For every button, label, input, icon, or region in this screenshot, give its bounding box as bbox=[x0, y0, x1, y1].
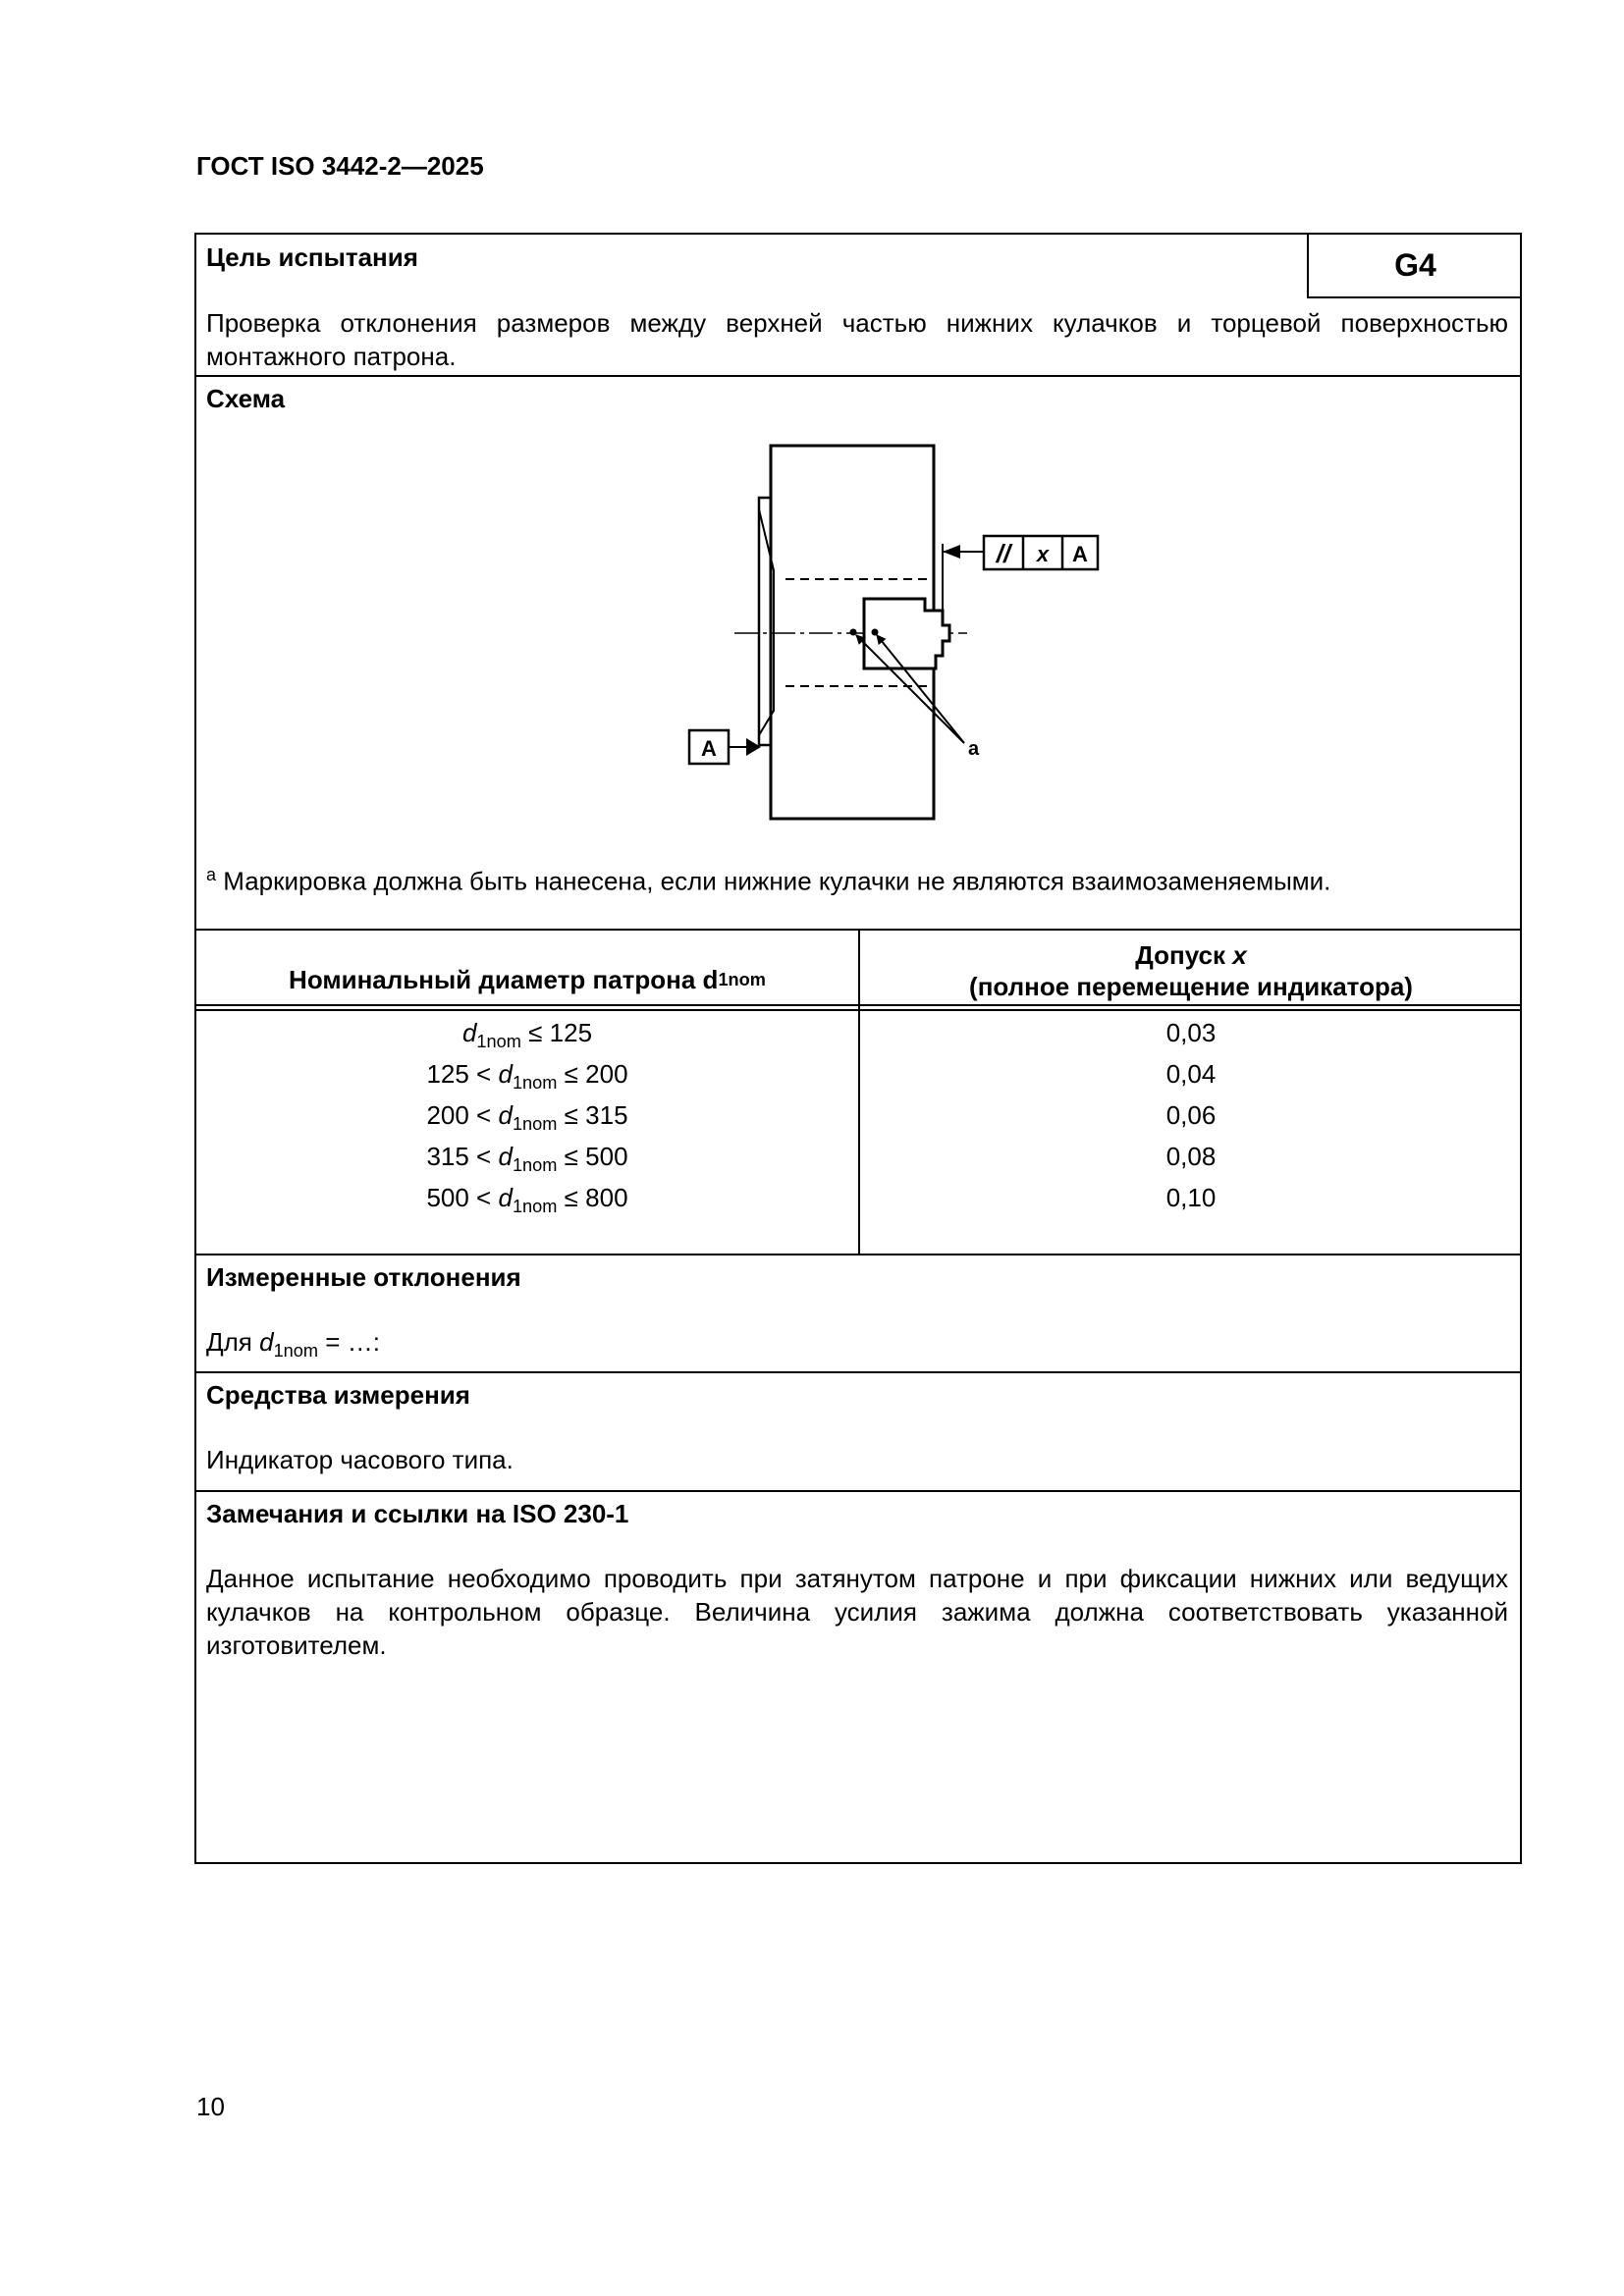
tolerance-value: 0,06 bbox=[1165, 1100, 1217, 1130]
frame-datum: A bbox=[1072, 542, 1088, 566]
instruments-text: Индикатор часового типа. bbox=[206, 1445, 514, 1474]
footnote-marker: a bbox=[206, 865, 217, 884]
scheme-diagram bbox=[196, 235, 1524, 922]
footnote-text: Маркировка должна быть нанесена, если нижние кулачки не являются взаимозаменяемыми. bbox=[223, 866, 1331, 896]
measured-line: Для $d_{1nom}$ = …: bbox=[206, 1327, 380, 1361]
objective-title: Цель испытания bbox=[206, 242, 418, 272]
tolerance-column bbox=[860, 1012, 1522, 1218]
label-a: a bbox=[968, 738, 980, 760]
diameter-row: $200 < d_{1nom} \le 315$ bbox=[426, 1100, 628, 1134]
mark-point bbox=[872, 629, 879, 636]
frame-x: x bbox=[1036, 542, 1050, 566]
col1-header: Номинальный диаметр патрона d 1nom bbox=[289, 964, 766, 994]
document-code: ГОСТ ISO 3442-2—2025 bbox=[196, 151, 484, 181]
diameter-row: $500 < d_{1nom} \le 800$ bbox=[426, 1183, 628, 1216]
scheme-footnote bbox=[206, 858, 1330, 898]
mark-point bbox=[850, 629, 857, 636]
remarks-title: Замечания и ссылки на ISO 230-1 bbox=[206, 1499, 629, 1528]
divider bbox=[196, 1254, 1520, 1255]
col2-header: Допуск x (полное перемещение индикатора) bbox=[969, 940, 1413, 1001]
test-table bbox=[194, 233, 1522, 1864]
test-code: G4 bbox=[1307, 235, 1522, 298]
objective-text: Проверка отклонения размеров между верхней частью нижних кулачков и торцевой поверхностью монтажного патрона. bbox=[206, 308, 1508, 371]
measured-title: Измеренные отклонения bbox=[206, 1262, 521, 1292]
remarks-text: Данное испытание необходимо проводить при затянутом патроне и при фиксации нижних или ведущих кулачков на контрольном образце. Величина усилия зажима должна соответствовать указанной изготовителем. bbox=[206, 1564, 1508, 1660]
scheme-title: Схема bbox=[206, 384, 286, 413]
diameter-row: $125 < d_{1nom} \le 200$ bbox=[426, 1059, 628, 1093]
header-underline bbox=[196, 1009, 1520, 1011]
diameter-row: $d_{1nom} \le 125$ bbox=[461, 1018, 593, 1051]
datum-label: A bbox=[701, 736, 717, 761]
tolerance-value: 0,03 bbox=[1165, 1018, 1217, 1047]
divider bbox=[196, 1371, 1520, 1373]
diameter-column bbox=[196, 1012, 858, 1218]
header-underline bbox=[196, 1004, 1520, 1006]
tolerance-value: 0,08 bbox=[1165, 1142, 1217, 1171]
parallelism-symbol: // bbox=[996, 539, 1011, 568]
diameter-row: $315 < d_{1nom} \le 500$ bbox=[426, 1142, 628, 1175]
tolerance-value: 0,10 bbox=[1165, 1183, 1217, 1212]
tolerance-value: 0,04 bbox=[1165, 1059, 1217, 1089]
instruments-title: Средства измерения bbox=[206, 1380, 470, 1410]
page-number: 10 bbox=[196, 2092, 225, 2121]
divider bbox=[196, 1490, 1520, 1492]
frame-arrow bbox=[943, 545, 960, 559]
